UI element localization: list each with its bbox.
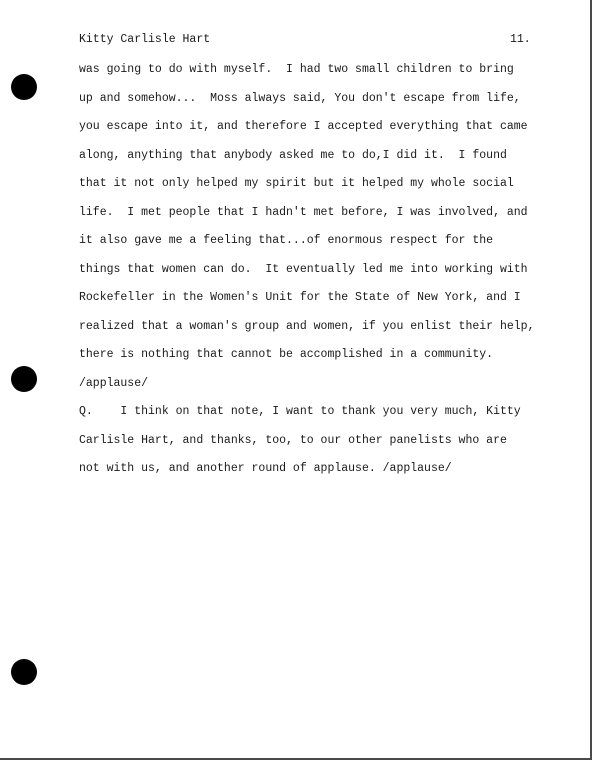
punch-hole-top: [11, 74, 37, 100]
question-line: not with us, and another round of applause. /applause/: [79, 462, 452, 475]
body-line: you escape into it, and therefore I accepted everything that came: [79, 120, 528, 133]
page-number: 11.: [510, 33, 531, 46]
body-line: was going to do with myself. I had two small children to bring: [79, 63, 514, 76]
body-line: things that women can do. It eventually led me into working with: [79, 263, 528, 276]
punch-hole-middle: [11, 366, 37, 392]
body-line: life. I met people that I hadn't met before, I was involved, and: [79, 206, 528, 219]
body-line: along, anything that anybody asked me to do,I did it. I found: [79, 149, 507, 162]
body-line: up and somehow... Moss always said, You don't escape from life,: [79, 92, 521, 105]
question-line: Q. I think on that note, I want to thank you very much, Kitty: [79, 405, 521, 418]
header-speaker-name: Kitty Carlisle Hart: [79, 33, 211, 46]
body-line: that it not only helped my spirit but it helped my whole social: [79, 177, 514, 190]
punch-hole-bottom: [11, 659, 37, 685]
body-line: there is nothing that cannot be accomplished in a community.: [79, 348, 494, 361]
body-line: realized that a woman's group and women, if you enlist their help,: [79, 320, 535, 333]
question-line: Carlisle Hart, and thanks, too, to our other panelists who are: [79, 434, 507, 447]
body-line: Rockefeller in the Women's Unit for the State of New York, and I: [79, 291, 521, 304]
body-line: it also gave me a feeling that...of enormous respect for the: [79, 234, 494, 247]
stage-direction-applause: /applause/: [79, 377, 149, 390]
